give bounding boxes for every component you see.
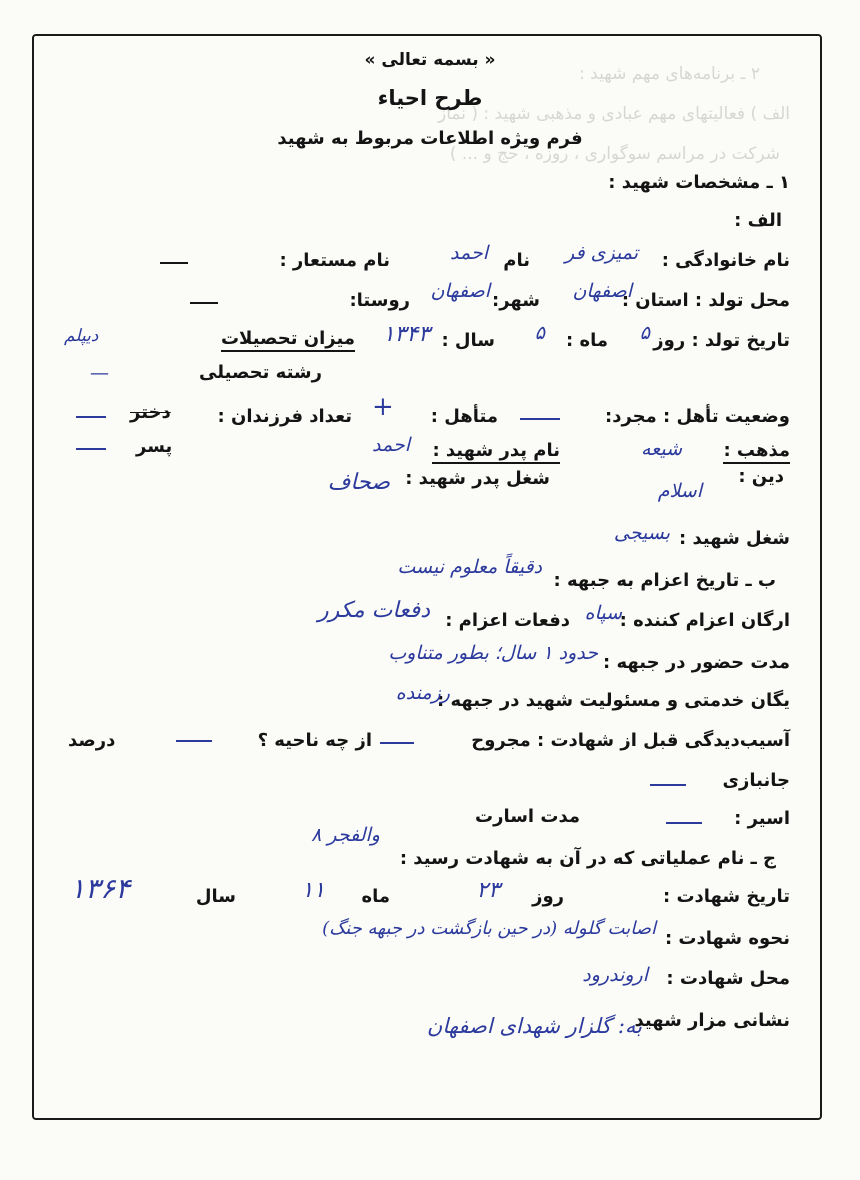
birth-month-label: ماه :: [566, 330, 608, 351]
grave-address-label: نشانی مزار شهید: [634, 1010, 790, 1031]
operation-value: والفجر ۸: [311, 824, 380, 846]
manner-value: اصابت گلوله (در حین بازگشت در جبهه جنگ): [322, 918, 656, 939]
alias-label: نام مستعار :: [279, 250, 390, 271]
martyrdom-day-value: ۲۳: [476, 878, 500, 903]
father-name-label: نام پدر شهید :: [432, 440, 560, 464]
field-of-study-value: —: [90, 362, 109, 384]
service-unit-value: رزمنده: [395, 682, 450, 704]
father-name-value: احمد: [372, 434, 410, 456]
province-value: اصفهان: [572, 280, 632, 302]
city-value: اصفهان: [430, 280, 490, 302]
first-name-label: نام: [503, 250, 530, 271]
front-duration-value: حدود ۱ سال؛ بطور متناوب: [388, 642, 598, 664]
martyrdom-date-label: تاریخ شهادت :: [662, 886, 790, 907]
invocation: « بسمه تعالی »: [364, 50, 496, 70]
village-empty-mark: [190, 302, 218, 304]
show-through-text: شرکت در مراسم سوگواری ، روزه ، حج و ... ): [449, 144, 780, 164]
daughter-label: دختر: [130, 402, 171, 423]
captive-label: اسیر :: [734, 808, 790, 829]
captive-empty-mark: [666, 822, 702, 824]
martyr-job-value: بسیجی: [613, 522, 670, 544]
religion-label: دین :: [738, 466, 784, 487]
dispatching-org-value: سپاه: [584, 602, 622, 624]
veteran-empty-mark: [650, 784, 686, 786]
operation-label: ج ـ نام عملیاتی که در آن به شهادت رسید :: [399, 848, 776, 869]
dispatch-times-label: دفعات اعزام :: [445, 610, 570, 631]
education-label: میزان تحصیلات: [221, 328, 355, 352]
son-count-mark: [76, 448, 106, 450]
region-empty-mark: [176, 740, 212, 742]
martyrdom-year-value: ۱۳۶۴: [70, 872, 131, 905]
married-mark: +: [372, 392, 394, 422]
city-label: شهر:: [492, 290, 540, 311]
martyrdom-year-label: سال: [195, 886, 236, 907]
daughter-count-mark: [76, 416, 106, 418]
family-name-label: نام خانوادگی :: [661, 250, 790, 271]
first-name-value: احمد: [450, 242, 488, 264]
children-count-label: تعداد فرزندان :: [217, 406, 352, 427]
father-job-value: صحاف: [327, 470, 390, 495]
injury-label: آسیب‌دیدگی قبل از شهادت : مجروح: [471, 730, 790, 751]
birth-day-value: ۵: [639, 322, 650, 344]
form-subtitle: فرم ویژه اطلاعات مربوط به شهید: [277, 128, 583, 149]
birth-month-value: ۵: [534, 322, 545, 344]
sect-label: مذهب :: [723, 440, 790, 464]
part-a-label: الف :: [734, 210, 782, 231]
martyrdom-month-value: ۱۱: [301, 878, 325, 903]
birthdate-label: تاریخ تولد : روز: [653, 330, 790, 351]
captivity-duration-label: مدت اسارت: [475, 806, 580, 827]
sect-value: شیعه: [640, 438, 682, 460]
dispatch-date-value: دقیقاً معلوم نیست: [397, 556, 542, 578]
dispatch-date-label: ب ـ تاریخ اعزام به جبهه :: [553, 570, 776, 591]
show-through-text: الف ) فعالیتهای مهم عبادی و مذهبی شهید : ( نماز: [438, 104, 790, 124]
birth-year-value: ۱۳۴۳: [382, 322, 430, 347]
martyrdom-place-label: محل شهادت :: [666, 968, 790, 989]
martyrdom-month-label: ماه: [361, 886, 390, 907]
married-label: متأهل :: [430, 406, 498, 427]
service-unit-label: یگان خدمتی و مسئولیت شهید در جبهه :: [437, 690, 790, 711]
front-duration-label: مدت حضور در جبهه :: [603, 652, 790, 673]
birthplace-label: محل تولد : استان :: [621, 290, 790, 311]
birth-year-label: سال :: [441, 330, 495, 351]
grave-address-value: به: گلزار شهدای اصفهان: [426, 1014, 642, 1038]
religion-value: اسلام: [657, 480, 702, 502]
martyrdom-day-label: روز: [532, 886, 564, 907]
village-label: روستا:: [349, 290, 410, 311]
single-mark: [520, 418, 560, 420]
marital-status-label: وضعیت تأهل : مجرد:: [605, 406, 790, 427]
dispatch-times-value: دفعات مکرر: [317, 598, 430, 623]
percent-label: درصد: [68, 730, 116, 751]
father-job-label: شغل پدر شهید :: [405, 468, 550, 489]
dispatching-org-label: ارگان اعزام کننده :: [619, 610, 790, 631]
education-value: دیپلم: [64, 326, 99, 346]
martyrdom-place-value: اروندرود: [582, 964, 648, 986]
manner-label: نحوه شهادت :: [664, 928, 790, 949]
injury-region-label: از چه ناحیه ؟: [257, 730, 372, 751]
injury-empty-mark: [380, 742, 414, 744]
alias-empty-mark: [160, 262, 188, 264]
form-title: طرح احیاء: [377, 86, 483, 110]
son-label: پسر: [136, 436, 173, 457]
martyr-job-label: شغل شهید :: [679, 528, 790, 549]
veteran-label: جانبازی: [722, 770, 790, 791]
show-through-text: ۲ ـ برنامه‌های مهم شهید :: [579, 64, 760, 84]
section-heading: ۱ ـ مشخصات شهید :: [608, 172, 790, 193]
family-name-value: تمیزی فر: [565, 242, 638, 264]
field-of-study-label: رشته تحصیلی: [199, 362, 322, 383]
